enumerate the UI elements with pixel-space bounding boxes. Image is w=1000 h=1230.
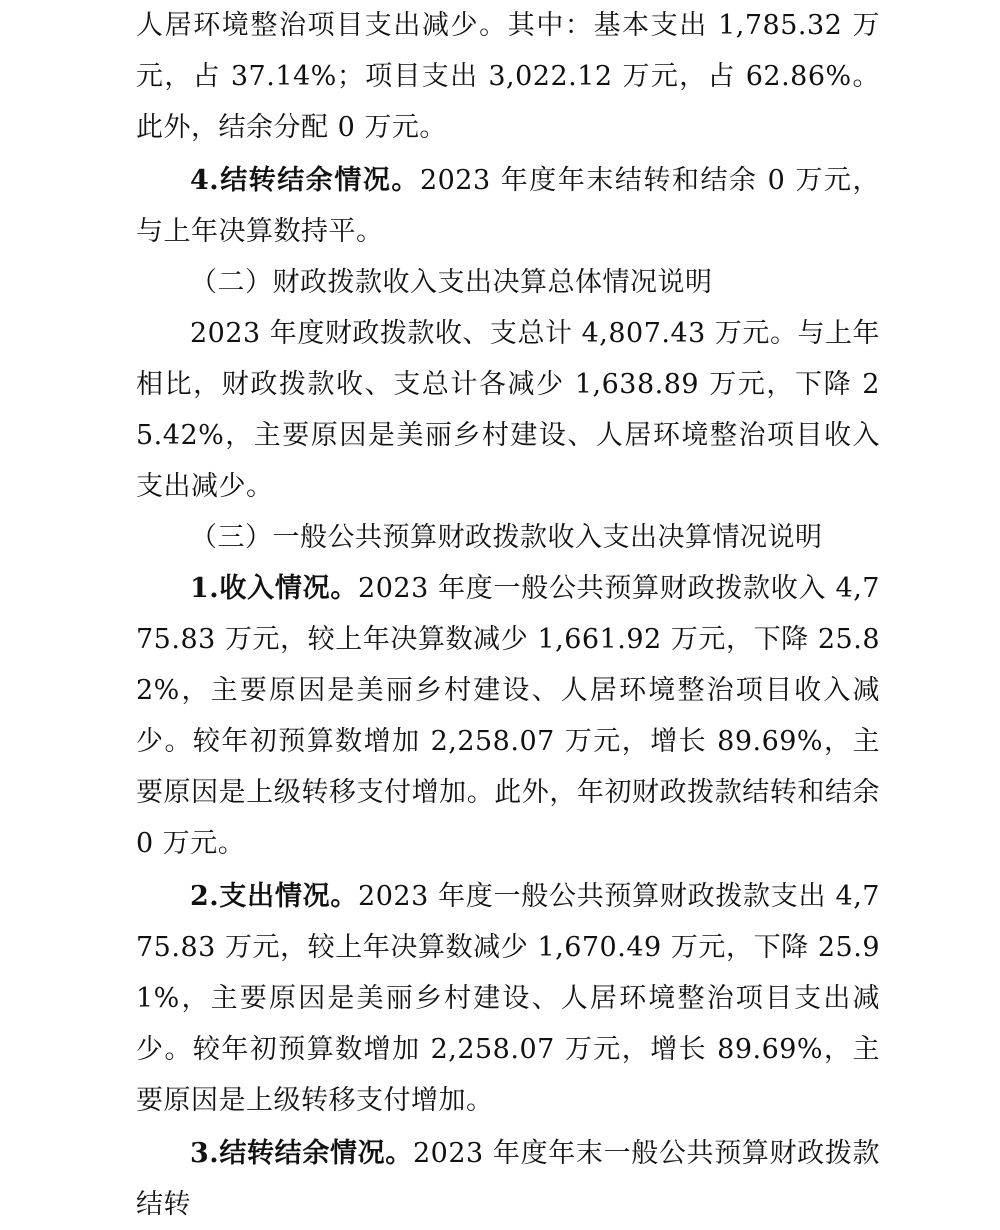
document-page <box>136 0 880 1230</box>
expense-text: 2023 年度一般公共预算财政拨款支出 4,775.83 万元，较上年决算数减少 1,670.49 万元，下降 25.91%，主要原因是美丽乡村建设、人居环境整治项目支出减少。较年初预算数增加 2,258.07 万元，增长 89.69%，主要原因是上级转移支付增加。 <box>136 881 880 1116</box>
paragraph-expense-breakdown: 人居环境整治项目支出减少。其中：基本支出 1,785.32 万元，占 37.14%；项目支出 3,022.12 万元，占 62.86%。此外，结余分配 0 万元。 <box>136 10 880 143</box>
paragraph-carryover-3 <box>136 1128 880 1230</box>
carryover-lead: 4.结转结余情况。 <box>190 165 420 196</box>
paragraph-expense <box>136 871 880 1126</box>
expense-lead: 2.支出情况。 <box>190 881 359 912</box>
paragraph-fiscal-total: 2023 年度财政拨款收、支总计 4,807.43 万元。与上年相比，财政拨款收、支总计各减少 1,638.89 万元，下降 25.42%，主要原因是美丽乡村建设、人居环境整治项目收入支出减少。 <box>136 318 880 502</box>
section-heading-2: （二）财政拨款收入支出决算总体情况说明 <box>190 267 713 298</box>
carryover-3-text: 2023 年度年末一般公共预算财政拨款结转 <box>136 1138 881 1220</box>
carryover-text: 2023 年度年末结转和结余 0 万元，与上年决算数持平。 <box>136 165 881 247</box>
paragraph-carryover <box>136 155 880 257</box>
paragraph-income <box>136 563 880 869</box>
section-heading-3: （三）一般公共预算财政拨款收入支出决算情况说明 <box>190 522 823 553</box>
income-lead: 1.收入情况。 <box>190 573 359 604</box>
income-text: 2023 年度一般公共预算财政拨款收入 4,775.83 万元，较上年决算数减少 1,661.92 万元，下降 25.82%，主要原因是美丽乡村建设、人居环境整治项目收入减少。较年初预算数增加 2,258.07 万元，增长 89.69%，主要原因是上级转移支付增加。此外，年初财政拨款结转和结余 0 万元。 <box>136 573 880 859</box>
carryover-3-lead: 3.结转结余情况。 <box>190 1138 413 1169</box>
